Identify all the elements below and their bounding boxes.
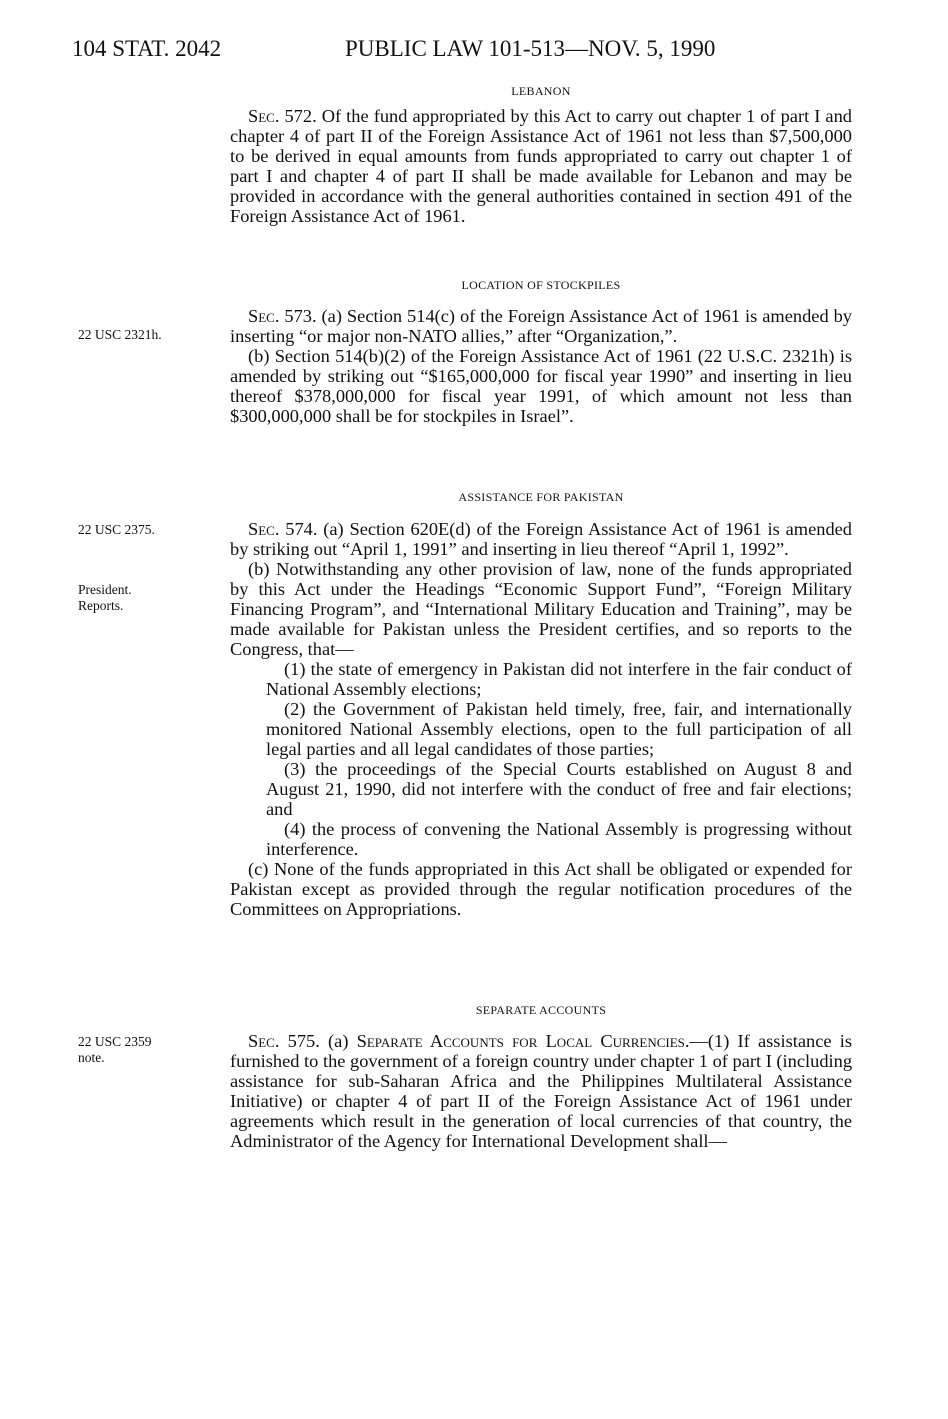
- section-575: [230, 1031, 852, 1151]
- margin-note-president: President.: [78, 582, 132, 597]
- list-item: (2) the Government of Pakistan held timely, free, fair, and internationally monitored National Assembly elections, open to the full participation of all legal parties and all legal candidates of those parties;: [266, 699, 852, 759]
- section-574: [230, 519, 852, 919]
- section-575-a: Sec. 575. (a) Separate Accounts for Local Currencies.—(1) If assistance is furnished to the government of a foreign country under chapter 1 of part I (including assistance for sub-Saharan Africa and the Philippines Multilateral Assistance Initiative) or chapter 4 of part II of the Foreign Assistance Act of 1961 under agreements which result in the generation of local currencies of that country, the Administrator of the Agency for International Development shall—: [230, 1031, 853, 1151]
- list-item: (4) the process of convening the National Assembly is progressing without interference.: [266, 819, 852, 859]
- section-574-c: (c) None of the funds appropriated in this Act shall be obligated or expended for Pakistan except as provided through the regular notification procedures of the Committees on Appropriations.: [230, 859, 852, 919]
- heading-separate-accounts: SEPARATE ACCOUNTS: [475, 1003, 607, 1017]
- section-573-b: (b) Section 514(b)(2) of the Foreign Assistance Act of 1961 (22 U.S.C. 2321h) is amended by striking out “$165,000,000 for fiscal year 1990” and inserting in lieu thereof $378,000,000 for fiscal year 1991, of which amount not less than $300,000,000 shall be for stockpiles in Israel”.: [230, 346, 852, 426]
- section-572: [230, 106, 852, 226]
- section-572-text: Sec. 572. Of the fund appropriated by this Act to carry out chapter 1 of part I and chapter 4 of part II of the Foreign Assistance Act of 1961 not less than $7,500,000 to be derived in equal amounts from funds appropriated to carry out chapter 1 of part I and chapter 4 of part II shall be made available for Lebanon and may be provided in accordance with the general authorities contained in section 491 of the Foreign Assistance Act of 1961.: [230, 106, 852, 226]
- heading-lebanon: LEBANON: [511, 84, 571, 98]
- sec-label: Sec.: [248, 519, 280, 539]
- margin-note-usc-2359: 22 USC 2359: [78, 1034, 152, 1049]
- margin-note-usc-2321h: 22 USC 2321h.: [78, 327, 162, 342]
- heading-assistance-for-pakistan: ASSISTANCE FOR PAKISTAN: [458, 490, 624, 504]
- page-stat-citation: 104 STAT. 2042: [72, 36, 222, 61]
- margin-note-usc-2375: 22 USC 2375.: [78, 522, 155, 537]
- page-law-citation: PUBLIC LAW 101-513—NOV. 5, 1990: [345, 36, 716, 61]
- list-item: (3) the proceedings of the Special Courts established on August 8 and August 21, 1990, did not interfere with the conduct of free and fair elections; and: [266, 759, 852, 819]
- sec-label: Sec.: [248, 306, 280, 326]
- margin-note-note: note.: [78, 1050, 105, 1065]
- sec-label: Sec.: [248, 1031, 280, 1051]
- heading-location-of-stockpiles: LOCATION OF STOCKPILES: [461, 278, 621, 292]
- section-573-a: Sec. 573. (a) Section 514(c) of the Foreign Assistance Act of 1961 is amended by inserting “or major non-NATO allies,” after “Organization,”.: [230, 306, 852, 346]
- sec-label: Sec.: [248, 106, 280, 126]
- section-574-b: (b) Notwithstanding any other provision of law, none of the funds appropriated by this Act under the Headings “Economic Support Fund”, “Foreign Military Financing Program”, and “International Military Education and Training”, may be made available for Pakistan unless the President certifies, and so reports to the Congress, that—: [230, 559, 852, 659]
- margin-note-reports: Reports.: [78, 598, 124, 613]
- subsection-title: Separate Accounts for Local Currencies: [356, 1031, 685, 1051]
- section-573: [230, 306, 852, 426]
- section-574-a: Sec. 574. (a) Section 620E(d) of the Foreign Assistance Act of 1961 is amended by striking out “April 1, 1991” and inserting in lieu thereof “April 1, 1992”.: [230, 519, 852, 559]
- list-item: (1) the state of emergency in Pakistan did not interfere in the fair conduct of National Assembly elections;: [266, 659, 852, 699]
